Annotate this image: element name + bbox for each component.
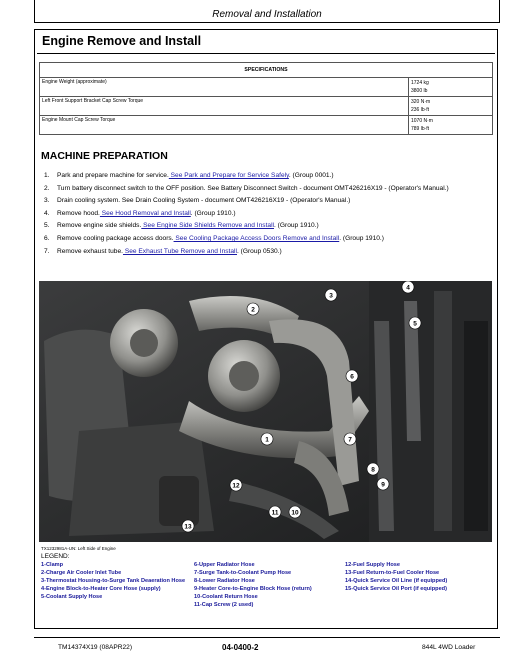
callout-2: 2 [251,306,255,314]
footer-page-number: 04-0400-2 [222,643,259,652]
step-text-after: . (Group 0530.) [236,247,282,255]
step-text: Drain cooling system. See Drain Cooling System - document OMT426216X19 - (Operator's Manual.) [57,197,351,205]
spec-value-metric: 1070 N·m [411,118,433,124]
spec-value [409,78,493,97]
step-item [44,248,492,257]
header-divider [34,22,500,23]
step-link[interactable]: See Cooling Package Access Doors Remove and Install [173,234,340,242]
spec-value-imperial: 3800 lb [411,88,428,94]
step-number: 3. [44,197,50,205]
section-title: Removal and Installation [212,9,322,20]
spec-value [409,116,493,135]
spec-header-row [40,63,493,78]
spec-label: Left Front Support Bracket Cap Screw Torque [40,97,409,116]
step-text: Turn battery disconnect switch to the OFF position. See Battery Disconnect Switch - document OMT426216X19 - (Operator's Manual.) [57,184,449,192]
legend-item: 15-Quick Service Oil Port (if equipped) [345,586,447,593]
frame-rail [434,291,452,531]
step-text-after: . (Group 1910.) [339,234,384,242]
footer-document-id: TM14374X19 (08APR22) [58,644,133,651]
spec-row [40,97,493,116]
callout-6: 6 [350,373,354,381]
step-item [44,222,492,231]
step-number: 2. [44,184,50,192]
step-text: Remove exhaust tube. [57,247,123,255]
step-item [44,235,492,244]
engine-photo [39,281,492,542]
callout-3: 3 [329,292,333,300]
right-panel [464,321,488,531]
legend-column-1 [41,561,189,601]
legend-title: LEGEND: [41,553,70,560]
legend-item: 4-Engine Block-to-Heater Core Hose (supply) [41,586,161,593]
figure-caption: TX1232981A-UN: Left Side of Engine [41,546,116,551]
engine-illustration [39,281,492,542]
step-number: 4. [44,209,50,217]
callout-8: 8 [371,466,375,474]
footer-divider [34,637,500,638]
legend-item: 2-Charge Air Cooler Inlet Tube [41,570,122,577]
legend-item: 12-Fuel Supply Hose [345,562,401,568]
fuel-filter [159,476,199,526]
spec-value-imperial: 236 lb·ft [411,107,430,113]
callout-10: 10 [291,509,299,517]
footer-machine-model: 844L 4WD Loader [422,644,476,651]
step-link[interactable]: See Park and Prepare for Service Safely [168,172,289,179]
step-text: Remove cooling package access doors. [57,234,174,242]
callout-12: 12 [232,482,240,490]
legend-column-2 [194,561,312,610]
specifications-table [39,62,493,135]
step-text: Remove engine side shields. [57,222,142,230]
turbo-inlet [130,329,158,357]
turbo-inlet-2 [229,361,259,391]
callout-9: 9 [381,481,385,489]
legend-item: 1-Clamp [41,562,64,568]
step-text: Park and prepare machine for service. [57,172,169,179]
spec-value-metric: 320 N·m [411,99,431,105]
step-link[interactable]: See Exhaust Tube Remove and Install [122,247,237,255]
callout-1: 1 [265,436,269,444]
step-number: 5. [44,222,50,230]
legend-item: 9-Heater Core-to-Engine Block Hose (return) [194,586,312,593]
step-link[interactable]: See Engine Side Shields Remove and Install [141,222,275,230]
spec-value-metric: 1724 kg [411,80,429,86]
machine-preparation-heading: MACHINE PREPARATION [41,150,168,162]
step-text-after: . (Group 1910.) [190,209,236,217]
callout-11: 11 [271,509,279,517]
step-item [44,172,492,181]
step-number: 1. [44,172,50,179]
legend-item: 14-Quick Service Oil Line (if equipped) [345,578,448,585]
step-text-after: . (Group 0001.) [288,172,334,179]
callout-5: 5 [413,320,417,328]
step-text-after: . (Group 1910.) [274,222,319,230]
preparation-steps [44,172,492,260]
spec-value [409,97,493,116]
legend-item: 8-Lower Radiator Hose [194,578,255,585]
legend-item: 5-Coolant Supply Hose [41,594,103,601]
spec-value-imperial: 789 lb·ft [411,126,430,132]
spec-row [40,78,493,97]
legend-item: 6-Upper Radiator Hose [194,562,255,568]
page-title: Engine Remove and Install [42,34,202,48]
step-text: Remove hood. [57,209,100,217]
callout-4: 4 [406,284,410,292]
callout-13: 13 [184,523,192,531]
spec-label: Engine Weight (approximate) [40,78,409,97]
legend-column-3 [345,561,447,593]
step-item [44,197,492,206]
spec-row [40,116,493,135]
legend-item: 3-Thermostat Housing-to-Surge Tank Deaeration Hose [41,578,186,585]
spec-label: Engine Mount Cap Screw Torque [40,116,409,135]
step-link[interactable]: See Hood Removal and Install [99,209,191,217]
step-item [44,185,492,194]
step-item [44,210,492,219]
title-divider [37,53,495,54]
spec-heading: SPECIFICATIONS [40,63,493,78]
legend-item: 11-Cap Screw (2 used) [194,602,254,609]
legend-item: 7-Surge Tank-to-Coolant Pump Hose [194,570,292,577]
step-number: 6. [44,234,50,242]
step-number: 7. [44,247,50,255]
legend-item: 10-Coolant Return Hose [194,594,258,601]
callout-7: 7 [348,436,352,444]
legend-item: 13-Fuel Return-to-Fuel Cooler Hose [345,570,440,577]
